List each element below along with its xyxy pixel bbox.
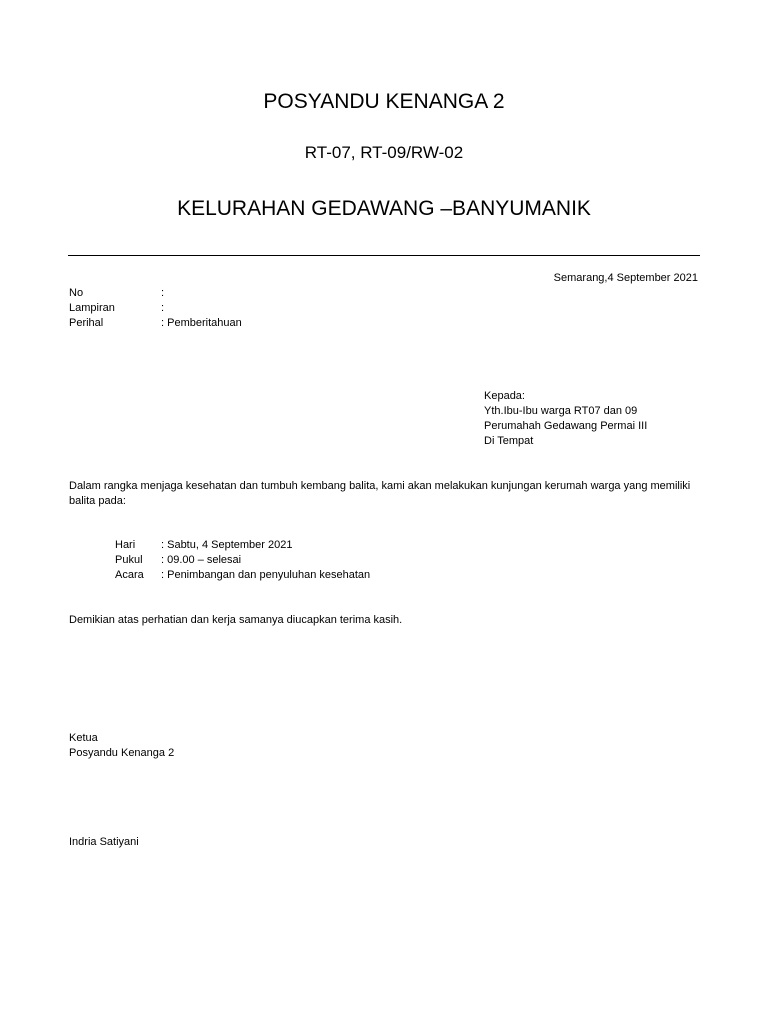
meta-value-lampiran: :	[161, 302, 165, 314]
meta-label-lampiran: Lampiran	[69, 302, 115, 314]
body-paragraph: Dalam rangka menjaga kesehatan dan tumbuh kembang balita, kami akan melakukan kunjungan kerumah warga yang memiliki balita pada:	[69, 480, 691, 507]
meta-row-lampiran	[69, 301, 369, 316]
event-row-pukul	[115, 553, 241, 568]
event-value-acara: : Penimbangan dan penyuluhan kesehatan	[161, 569, 371, 581]
closing-paragraph: Demikian atas perhatian dan kerja samanya diucapkan terima kasih.	[69, 614, 403, 626]
event-value-pukul: : 09.00 – selesai	[161, 554, 242, 566]
meta-value-perihal: : Pemberitahuan	[161, 317, 242, 329]
meta-label-perihal: Perihal	[69, 317, 104, 329]
letterhead-organization: POSYANDU KENANGA 2	[263, 90, 505, 113]
meta-row-no	[69, 286, 369, 301]
event-label-hari: Hari	[115, 539, 136, 551]
event-label-acara: Acara	[115, 569, 144, 581]
letterhead-divider	[68, 255, 700, 256]
event-label-pukul: Pukul	[115, 554, 143, 566]
meta-label-no: No	[69, 287, 84, 299]
letterhead-kelurahan: KELURAHAN GEDAWANG –BANYUMANIK	[177, 197, 591, 220]
meta-value-no: :	[161, 287, 165, 299]
recipient-line: Kepada:	[484, 390, 525, 402]
signature-title: Ketua	[69, 732, 98, 744]
recipient-line: Perumahah Gedawang Permai III	[484, 420, 648, 432]
recipient-line: Di Tempat	[484, 435, 534, 447]
event-value-hari: : Sabtu, 4 September 2021	[161, 539, 293, 551]
meta-row-perihal	[69, 316, 369, 331]
signature-name: Indria Satiyani	[69, 836, 139, 848]
event-row-hari	[115, 538, 292, 553]
recipient-block	[484, 389, 647, 449]
recipient-line: Yth.Ibu-Ibu warga RT07 dan 09	[484, 405, 638, 417]
signature-organization: Posyandu Kenanga 2	[69, 747, 175, 759]
event-row-acara	[115, 568, 370, 583]
place-date: Semarang,4 September 2021	[553, 272, 698, 284]
letterhead-rt-rw: RT-07, RT-09/RW-02	[304, 143, 464, 162]
